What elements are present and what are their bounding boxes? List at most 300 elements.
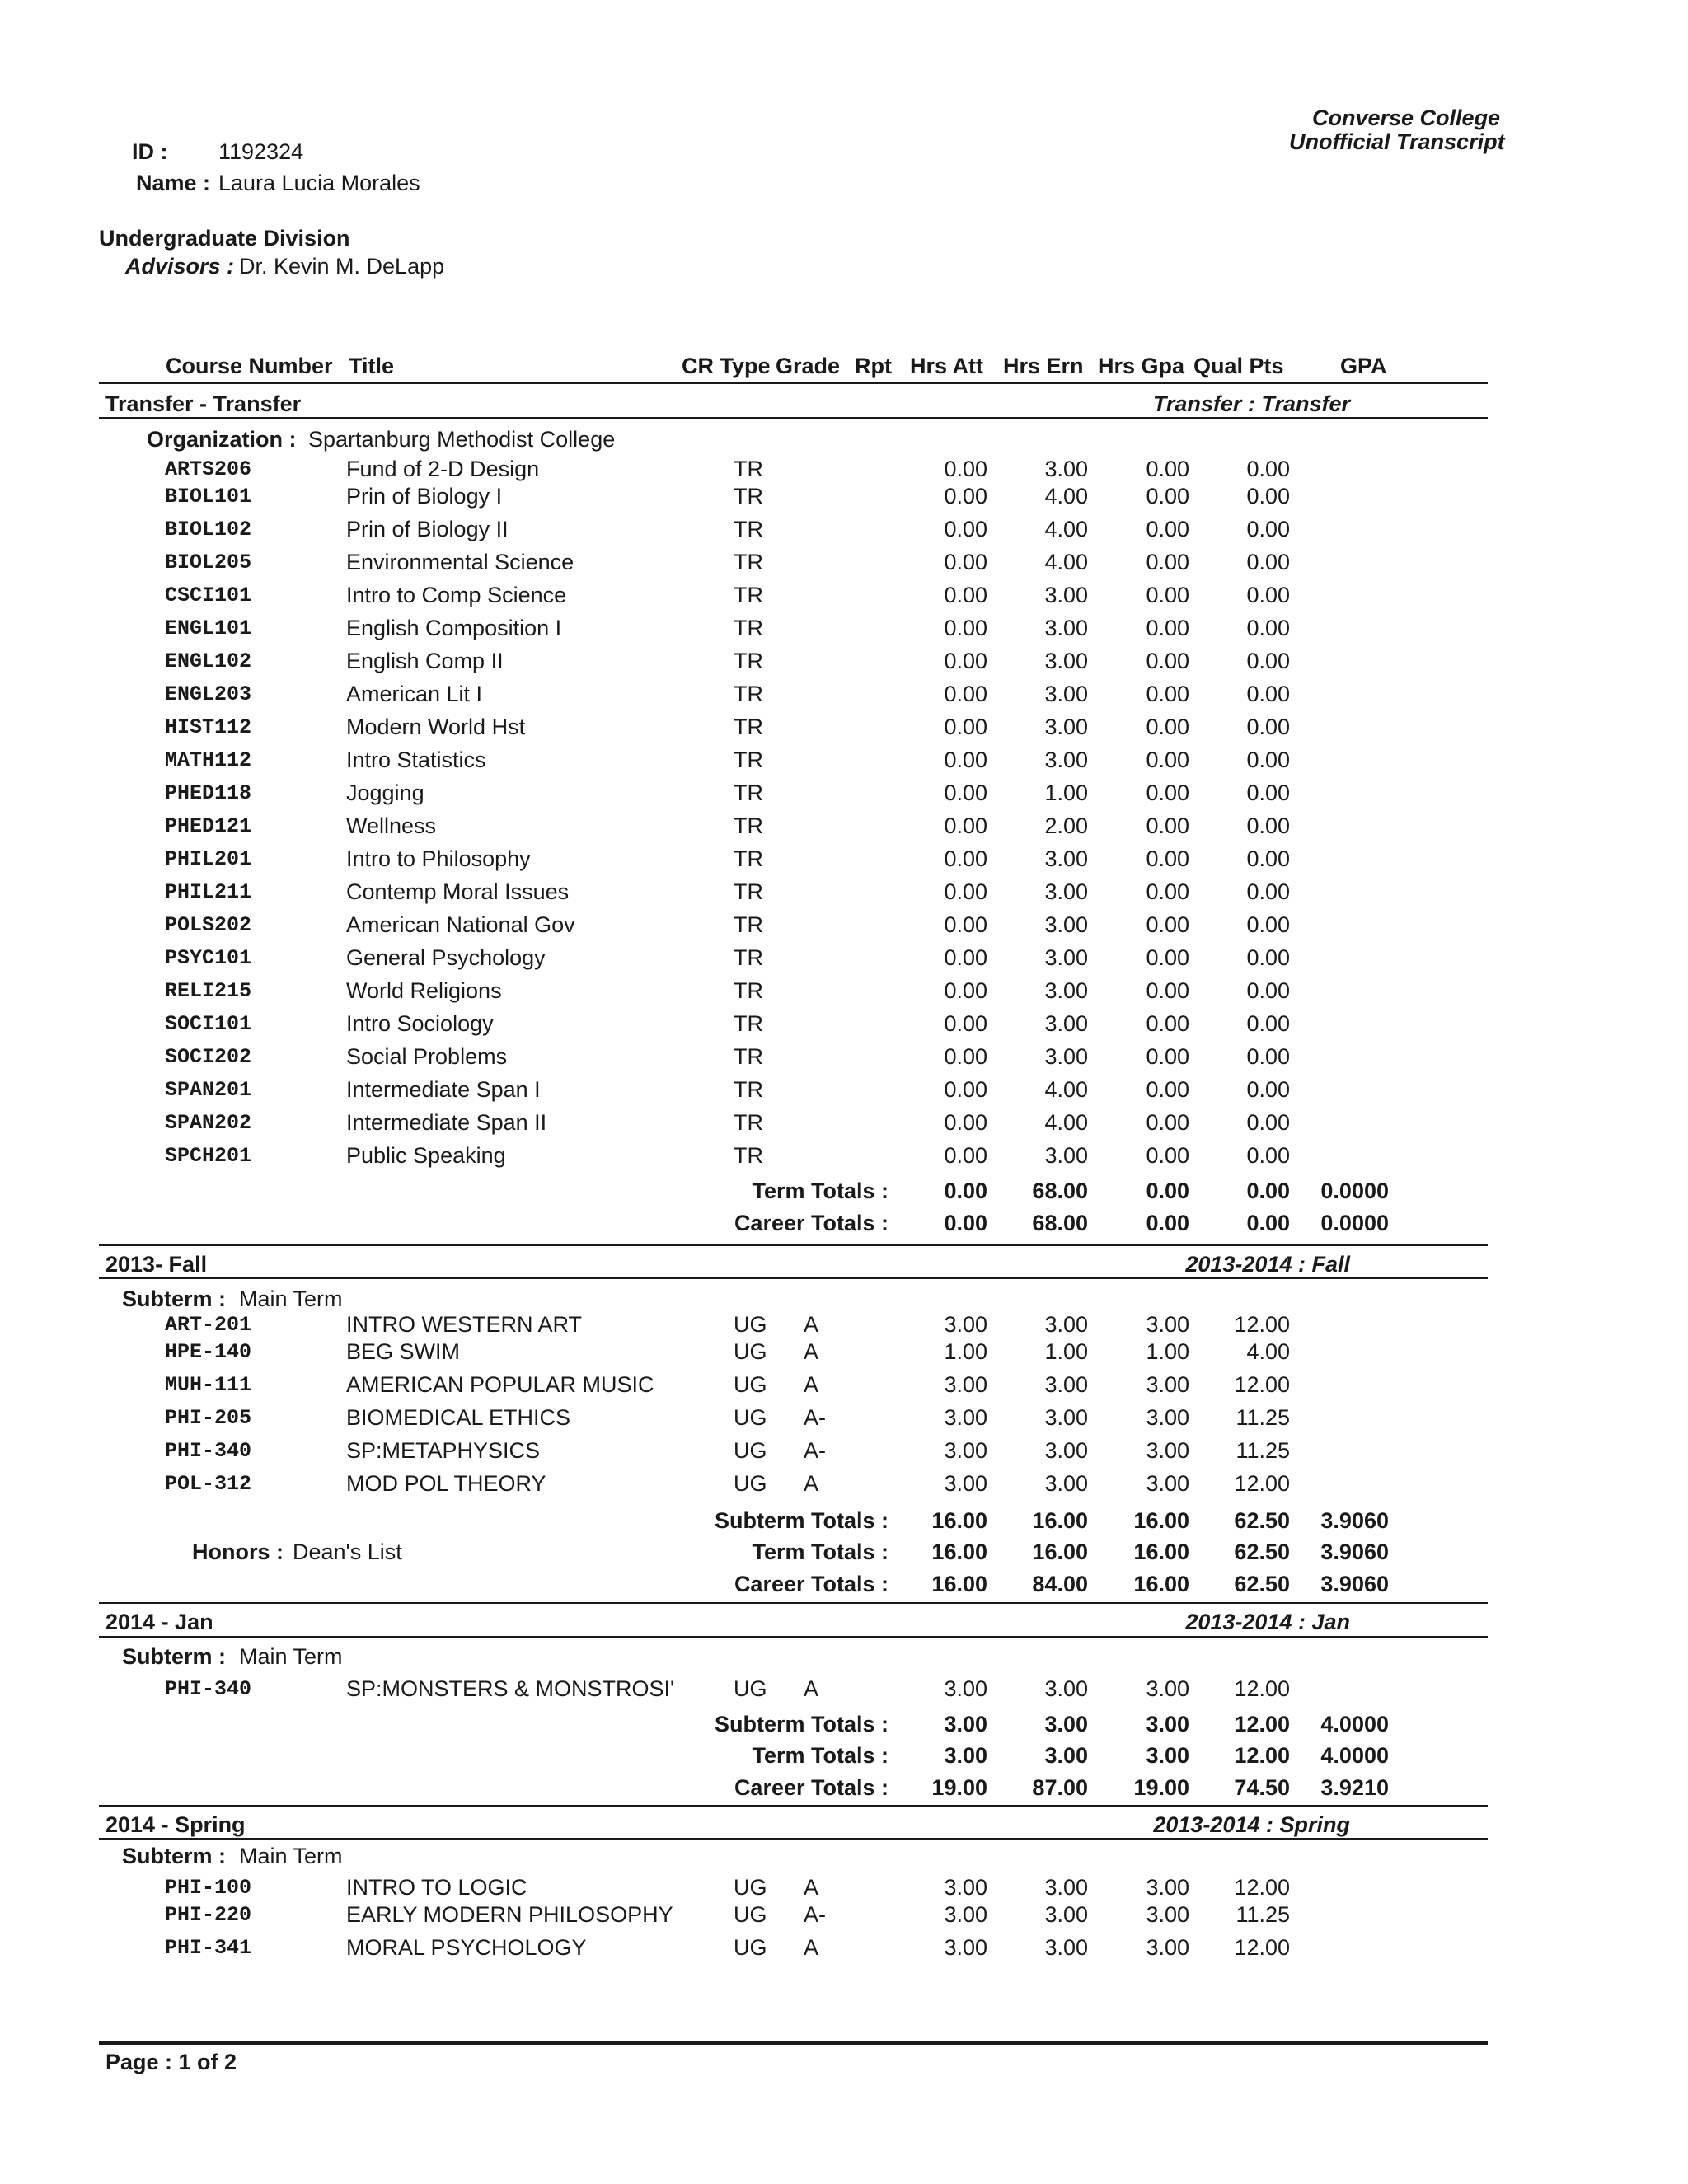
course-hrs-ern: 3.00 xyxy=(1044,1676,1088,1701)
totals-label: Subterm Totals : xyxy=(714,1508,889,1533)
course-grade: A xyxy=(804,1471,819,1496)
course-cr-type: TR xyxy=(734,1077,763,1102)
course-hrs-att: 0.00 xyxy=(944,879,987,904)
course-hrs-ern: 4.00 xyxy=(1044,550,1088,574)
course-title: Public Speaking xyxy=(346,1143,506,1168)
course-cr-type: TR xyxy=(734,912,763,937)
course-qual-pts: 0.00 xyxy=(1246,1143,1290,1168)
course-hrs-ern: 3.00 xyxy=(1044,1471,1088,1496)
course-hrs-att: 0.00 xyxy=(944,457,987,481)
course-title: SP:MONSTERS & MONSTROSI' xyxy=(346,1676,675,1701)
course-hrs-gpa: 0.00 xyxy=(1146,1077,1189,1102)
course-title: English Composition I xyxy=(346,616,562,640)
course-hrs-gpa: 0.00 xyxy=(1146,912,1189,937)
course-hrs-gpa: 3.00 xyxy=(1146,1312,1189,1337)
name-value: Laura Lucia Morales xyxy=(218,171,420,195)
course-hrs-att: 0.00 xyxy=(944,1077,987,1102)
course-code: PHI-340 xyxy=(165,1439,252,1463)
course-cr-type: UG xyxy=(734,1312,767,1337)
course-hrs-att: 0.00 xyxy=(944,1143,987,1168)
course-hrs-ern: 3.00 xyxy=(1044,715,1088,739)
course-qual-pts: 12.00 xyxy=(1234,1372,1290,1397)
course-qual-pts: 0.00 xyxy=(1246,813,1290,838)
course-hrs-gpa: 0.00 xyxy=(1146,813,1189,838)
course-cr-type: TR xyxy=(734,457,763,481)
course-hrs-ern: 4.00 xyxy=(1044,517,1088,541)
subterm-label: Subterm : xyxy=(122,1844,227,1868)
course-hrs-att: 3.00 xyxy=(944,1875,987,1900)
term-right-label: 2013-2014 : Jan xyxy=(1185,1610,1350,1634)
course-hrs-ern: 3.00 xyxy=(1044,1875,1088,1900)
totals-qual-pts: 74.50 xyxy=(1234,1775,1290,1800)
page-number: Page : 1 of 2 xyxy=(106,2050,237,2074)
course-hrs-gpa: 0.00 xyxy=(1146,748,1189,772)
course-cr-type: UG xyxy=(734,1676,767,1701)
totals-hrs-att: 3.00 xyxy=(944,1712,987,1736)
course-title: Intro to Comp Science xyxy=(346,583,567,607)
totals-hrs-att: 16.00 xyxy=(931,1572,987,1596)
course-hrs-att: 0.00 xyxy=(944,715,987,739)
subterm-value: Main Term xyxy=(239,1844,343,1868)
course-hrs-att: 3.00 xyxy=(944,1312,987,1337)
course-qual-pts: 0.00 xyxy=(1246,1077,1290,1102)
term-title: 2013- Fall xyxy=(106,1252,208,1277)
totals-hrs-ern: 84.00 xyxy=(1032,1572,1088,1596)
course-code: PHIL201 xyxy=(165,847,252,871)
totals-hrs-gpa: 0.00 xyxy=(1146,1211,1189,1235)
course-title: English Comp II xyxy=(346,649,504,673)
course-qual-pts: 0.00 xyxy=(1246,682,1290,706)
course-code: PHIL211 xyxy=(165,880,252,904)
course-cr-type: TR xyxy=(734,1044,763,1069)
course-hrs-att: 1.00 xyxy=(944,1339,987,1364)
course-title: Intro Sociology xyxy=(346,1011,494,1036)
course-qual-pts: 0.00 xyxy=(1246,1044,1290,1069)
course-code: PHI-220 xyxy=(165,1903,252,1927)
totals-gpa: 0.0000 xyxy=(1320,1211,1389,1235)
course-qual-pts: 0.00 xyxy=(1246,879,1290,904)
course-hrs-ern: 3.00 xyxy=(1044,1438,1088,1463)
course-hrs-att: 3.00 xyxy=(944,1405,987,1430)
totals-hrs-ern: 3.00 xyxy=(1044,1712,1088,1736)
course-hrs-gpa: 3.00 xyxy=(1146,1471,1189,1496)
division-heading: Undergraduate Division xyxy=(99,226,350,251)
term-end-rule xyxy=(99,1602,1488,1604)
course-hrs-ern: 3.00 xyxy=(1044,682,1088,706)
honors-label: Honors : xyxy=(192,1540,284,1564)
course-hrs-gpa: 0.00 xyxy=(1146,484,1189,509)
course-hrs-ern: 4.00 xyxy=(1044,1110,1088,1135)
course-qual-pts: 0.00 xyxy=(1246,912,1290,937)
totals-hrs-gpa: 16.00 xyxy=(1133,1540,1189,1564)
subterm-label: Subterm : xyxy=(122,1286,227,1311)
course-hrs-ern: 3.00 xyxy=(1044,748,1088,772)
course-cr-type: TR xyxy=(734,846,763,871)
term-right-label: 2013-2014 : Spring xyxy=(1153,1812,1350,1837)
totals-qual-pts: 12.00 xyxy=(1234,1712,1290,1736)
course-cr-type: UG xyxy=(734,1405,767,1430)
term-title: Transfer - Transfer xyxy=(106,391,302,416)
course-cr-type: TR xyxy=(734,1143,763,1168)
course-qual-pts: 11.25 xyxy=(1236,1405,1290,1430)
course-cr-type: TR xyxy=(734,879,763,904)
course-qual-pts: 0.00 xyxy=(1246,1011,1290,1036)
totals-qual-pts: 0.00 xyxy=(1246,1211,1290,1235)
totals-gpa: 4.0000 xyxy=(1320,1743,1389,1768)
course-code: PHI-100 xyxy=(165,1876,252,1900)
course-qual-pts: 0.00 xyxy=(1246,748,1290,772)
course-hrs-ern: 3.00 xyxy=(1044,945,1088,970)
course-qual-pts: 0.00 xyxy=(1246,457,1290,481)
term-right-label: Transfer : Transfer xyxy=(1152,391,1350,416)
course-hrs-att: 0.00 xyxy=(944,813,987,838)
col-qual-pts: Qual Pts xyxy=(1193,354,1284,378)
course-cr-type: TR xyxy=(734,484,763,509)
course-hrs-gpa: 0.00 xyxy=(1146,780,1189,805)
course-qual-pts: 0.00 xyxy=(1246,517,1290,541)
course-code: BIOL205 xyxy=(165,551,252,574)
subterm-value: Spartanburg Methodist College xyxy=(308,427,616,452)
course-hrs-att: 0.00 xyxy=(944,517,987,541)
course-hrs-gpa: 0.00 xyxy=(1146,616,1189,640)
id-label: ID : xyxy=(132,139,168,164)
subterm-label: Organization : xyxy=(147,427,297,452)
course-qual-pts: 0.00 xyxy=(1246,715,1290,739)
course-hrs-ern: 3.00 xyxy=(1044,1902,1088,1927)
course-title: BEG SWIM xyxy=(346,1339,461,1364)
course-hrs-att: 3.00 xyxy=(944,1935,987,1960)
course-grade: A xyxy=(804,1312,819,1337)
totals-hrs-att: 0.00 xyxy=(944,1211,987,1235)
course-code: ENGL101 xyxy=(165,616,252,640)
course-code: PHED121 xyxy=(165,814,252,838)
totals-hrs-ern: 16.00 xyxy=(1032,1540,1088,1564)
course-code: BIOL102 xyxy=(165,518,252,541)
course-hrs-ern: 3.00 xyxy=(1044,1143,1088,1168)
course-code: PHI-205 xyxy=(165,1406,252,1430)
course-hrs-gpa: 3.00 xyxy=(1146,1676,1189,1701)
course-hrs-ern: 3.00 xyxy=(1044,1011,1088,1036)
totals-hrs-ern: 87.00 xyxy=(1032,1775,1088,1800)
totals-label: Term Totals : xyxy=(752,1179,889,1203)
totals-gpa: 3.9060 xyxy=(1320,1572,1389,1596)
course-title: Modern World Hst xyxy=(346,715,526,739)
course-hrs-att: 0.00 xyxy=(944,1110,987,1135)
course-title: Intro Statistics xyxy=(346,748,486,772)
course-code: PHED118 xyxy=(165,781,252,805)
course-hrs-gpa: 0.00 xyxy=(1146,846,1189,871)
course-qual-pts: 0.00 xyxy=(1246,550,1290,574)
course-cr-type: UG xyxy=(734,1902,767,1927)
course-cr-type: TR xyxy=(734,978,763,1003)
course-hrs-gpa: 0.00 xyxy=(1146,649,1189,673)
course-hrs-att: 0.00 xyxy=(944,1044,987,1069)
course-hrs-att: 0.00 xyxy=(944,945,987,970)
course-title: MORAL PSYCHOLOGY xyxy=(346,1935,587,1960)
school-name: Converse College xyxy=(1312,105,1501,130)
course-code: HPE-140 xyxy=(165,1340,252,1364)
course-code: PHI-340 xyxy=(165,1677,252,1701)
course-hrs-gpa: 0.00 xyxy=(1146,517,1189,541)
course-hrs-ern: 1.00 xyxy=(1044,1339,1088,1364)
course-code: POL-312 xyxy=(165,1472,252,1496)
totals-hrs-att: 16.00 xyxy=(931,1540,987,1564)
course-cr-type: UG xyxy=(734,1471,767,1496)
course-hrs-gpa: 0.00 xyxy=(1146,1110,1189,1135)
col-grade: Grade xyxy=(776,354,841,378)
term-title-rule xyxy=(99,1636,1488,1638)
course-qual-pts: 12.00 xyxy=(1234,1935,1290,1960)
totals-label: Term Totals : xyxy=(752,1743,889,1768)
course-code: POLS202 xyxy=(165,913,252,937)
course-hrs-gpa: 3.00 xyxy=(1146,1902,1189,1927)
footer-rule xyxy=(99,2041,1488,2045)
course-qual-pts: 12.00 xyxy=(1234,1875,1290,1900)
course-hrs-gpa: 0.00 xyxy=(1146,945,1189,970)
col-gpa: GPA xyxy=(1340,354,1387,378)
totals-hrs-gpa: 3.00 xyxy=(1146,1743,1189,1768)
course-code: MATH112 xyxy=(165,748,252,772)
totals-hrs-gpa: 0.00 xyxy=(1146,1179,1189,1203)
course-hrs-ern: 4.00 xyxy=(1044,1077,1088,1102)
course-hrs-ern: 3.00 xyxy=(1044,1405,1088,1430)
course-cr-type: TR xyxy=(734,550,763,574)
course-hrs-ern: 3.00 xyxy=(1044,912,1088,937)
course-qual-pts: 12.00 xyxy=(1234,1471,1290,1496)
course-hrs-gpa: 1.00 xyxy=(1146,1339,1189,1364)
totals-qual-pts: 62.50 xyxy=(1234,1540,1290,1564)
course-cr-type: TR xyxy=(734,1110,763,1135)
course-grade: A xyxy=(804,1676,819,1701)
totals-label: Career Totals : xyxy=(734,1775,889,1800)
course-qual-pts: 0.00 xyxy=(1246,649,1290,673)
course-title: Social Problems xyxy=(346,1044,508,1069)
course-cr-type: UG xyxy=(734,1438,767,1463)
course-grade: A- xyxy=(804,1438,826,1463)
course-code: SPAN201 xyxy=(165,1078,252,1102)
course-qual-pts: 0.00 xyxy=(1246,583,1290,607)
course-hrs-gpa: 3.00 xyxy=(1146,1438,1189,1463)
course-hrs-gpa: 0.00 xyxy=(1146,978,1189,1003)
course-code: SPAN202 xyxy=(165,1111,252,1135)
term-title-rule xyxy=(99,417,1488,419)
totals-qual-pts: 62.50 xyxy=(1234,1508,1290,1533)
term-end-rule xyxy=(99,1244,1488,1246)
name-label: Name : xyxy=(136,171,211,195)
term-title-rule xyxy=(99,1277,1488,1279)
course-cr-type: TR xyxy=(734,517,763,541)
course-code: ENGL102 xyxy=(165,649,252,673)
course-title: World Religions xyxy=(346,978,502,1003)
totals-hrs-att: 0.00 xyxy=(944,1179,987,1203)
course-code: PHI-341 xyxy=(165,1936,252,1960)
course-hrs-gpa: 0.00 xyxy=(1146,682,1189,706)
course-hrs-att: 0.00 xyxy=(944,912,987,937)
course-code: SOCI202 xyxy=(165,1045,252,1069)
course-qual-pts: 0.00 xyxy=(1246,616,1290,640)
totals-hrs-att: 3.00 xyxy=(944,1743,987,1768)
totals-hrs-gpa: 3.00 xyxy=(1146,1712,1189,1736)
course-code: CSCI101 xyxy=(165,583,252,607)
course-cr-type: UG xyxy=(734,1935,767,1960)
advisors-label: Advisors : xyxy=(125,254,235,279)
course-grade: A- xyxy=(804,1405,826,1430)
course-qual-pts: 0.00 xyxy=(1246,846,1290,871)
course-grade: A xyxy=(804,1875,819,1900)
course-hrs-gpa: 0.00 xyxy=(1146,1011,1189,1036)
course-hrs-att: 3.00 xyxy=(944,1438,987,1463)
col-title: Title xyxy=(349,354,395,378)
honors-value: Dean's List xyxy=(293,1540,402,1564)
col-hrs-gpa: Hrs Gpa xyxy=(1098,354,1185,378)
course-hrs-att: 3.00 xyxy=(944,1902,987,1927)
header-rule xyxy=(99,382,1488,384)
col-hrs-att: Hrs Att xyxy=(910,354,984,378)
course-code: RELI215 xyxy=(165,979,252,1003)
course-hrs-ern: 3.00 xyxy=(1044,457,1088,481)
course-hrs-gpa: 3.00 xyxy=(1146,1372,1189,1397)
course-hrs-ern: 4.00 xyxy=(1044,484,1088,509)
course-hrs-att: 3.00 xyxy=(944,1676,987,1701)
course-hrs-att: 3.00 xyxy=(944,1372,987,1397)
term-right-label: 2013-2014 : Fall xyxy=(1185,1252,1350,1277)
course-code: MUH-111 xyxy=(165,1373,252,1397)
course-hrs-ern: 3.00 xyxy=(1044,583,1088,607)
term-title-rule xyxy=(99,1838,1488,1840)
totals-label: Career Totals : xyxy=(734,1211,889,1235)
course-hrs-att: 0.00 xyxy=(944,583,987,607)
totals-gpa: 0.0000 xyxy=(1320,1179,1389,1203)
course-code: ENGL203 xyxy=(165,682,252,706)
course-hrs-att: 0.00 xyxy=(944,616,987,640)
totals-hrs-ern: 68.00 xyxy=(1032,1179,1088,1203)
totals-hrs-att: 16.00 xyxy=(931,1508,987,1533)
course-qual-pts: 12.00 xyxy=(1234,1676,1290,1701)
totals-label: Subterm Totals : xyxy=(714,1712,889,1736)
totals-qual-pts: 12.00 xyxy=(1234,1743,1290,1768)
col-rpt: Rpt xyxy=(855,354,892,378)
course-cr-type: UG xyxy=(734,1339,767,1364)
course-grade: A- xyxy=(804,1902,826,1927)
totals-hrs-ern: 3.00 xyxy=(1044,1743,1088,1768)
totals-hrs-gpa: 19.00 xyxy=(1133,1775,1189,1800)
term-title: 2014 - Jan xyxy=(106,1610,213,1634)
course-hrs-gpa: 0.00 xyxy=(1146,879,1189,904)
course-cr-type: TR xyxy=(734,649,763,673)
subterm-value: Main Term xyxy=(239,1644,343,1669)
col-course-number: Course Number xyxy=(166,354,333,378)
course-hrs-gpa: 3.00 xyxy=(1146,1935,1189,1960)
course-code: ARTS206 xyxy=(165,457,252,481)
course-qual-pts: 0.00 xyxy=(1246,1110,1290,1135)
course-hrs-gpa: 0.00 xyxy=(1146,550,1189,574)
totals-gpa: 3.9060 xyxy=(1320,1540,1389,1564)
course-hrs-ern: 3.00 xyxy=(1044,846,1088,871)
course-hrs-gpa: 0.00 xyxy=(1146,583,1189,607)
course-title: AMERICAN POPULAR MUSIC xyxy=(346,1372,654,1397)
course-code: BIOL101 xyxy=(165,485,252,509)
course-hrs-att: 0.00 xyxy=(944,682,987,706)
course-hrs-ern: 3.00 xyxy=(1044,649,1088,673)
course-qual-pts: 0.00 xyxy=(1246,484,1290,509)
course-hrs-gpa: 0.00 xyxy=(1146,1044,1189,1069)
course-title: Intermediate Span II xyxy=(346,1110,547,1135)
course-title: American Lit I xyxy=(346,682,483,706)
course-hrs-ern: 3.00 xyxy=(1044,1044,1088,1069)
course-cr-type: TR xyxy=(734,748,763,772)
course-hrs-att: 0.00 xyxy=(944,780,987,805)
course-cr-type: TR xyxy=(734,945,763,970)
course-code: SPCH201 xyxy=(165,1144,252,1168)
course-hrs-att: 3.00 xyxy=(944,1471,987,1496)
course-title: SP:METAPHYSICS xyxy=(346,1438,541,1463)
course-hrs-att: 0.00 xyxy=(944,649,987,673)
course-cr-type: TR xyxy=(734,780,763,805)
id-value: 1192324 xyxy=(218,139,304,164)
course-cr-type: UG xyxy=(734,1372,767,1397)
course-hrs-gpa: 0.00 xyxy=(1146,1143,1189,1168)
course-hrs-ern: 3.00 xyxy=(1044,1935,1088,1960)
col-hrs-ern: Hrs Ern xyxy=(1003,354,1084,378)
course-cr-type: TR xyxy=(734,682,763,706)
totals-hrs-gpa: 16.00 xyxy=(1133,1508,1189,1533)
course-qual-pts: 0.00 xyxy=(1246,978,1290,1003)
course-hrs-att: 0.00 xyxy=(944,846,987,871)
totals-label: Term Totals : xyxy=(752,1540,889,1564)
course-title: EARLY MODERN PHILOSOPHY xyxy=(346,1902,673,1927)
course-qual-pts: 12.00 xyxy=(1234,1312,1290,1337)
course-hrs-att: 0.00 xyxy=(944,978,987,1003)
course-qual-pts: 11.25 xyxy=(1236,1438,1290,1463)
advisors-value: Dr. Kevin M. DeLapp xyxy=(239,254,445,279)
subterm-label: Subterm : xyxy=(122,1644,227,1669)
course-title: Jogging xyxy=(346,780,424,805)
course-title: Prin of Biology II xyxy=(346,517,509,541)
course-hrs-ern: 3.00 xyxy=(1044,1372,1088,1397)
course-title: Fund of 2-D Design xyxy=(346,457,540,481)
course-hrs-ern: 3.00 xyxy=(1044,1312,1088,1337)
course-title: Contemp Moral Issues xyxy=(346,879,570,904)
course-code: SOCI101 xyxy=(165,1012,252,1036)
totals-gpa: 3.9060 xyxy=(1320,1508,1389,1533)
course-code: ART-201 xyxy=(165,1313,252,1337)
course-title: MOD POL THEORY xyxy=(346,1471,546,1496)
course-code: HIST112 xyxy=(165,715,252,739)
course-hrs-gpa: 3.00 xyxy=(1146,1875,1189,1900)
course-hrs-gpa: 3.00 xyxy=(1146,1405,1189,1430)
course-grade: A xyxy=(804,1339,819,1364)
col-cr-type: CR Type xyxy=(682,354,771,378)
course-hrs-att: 0.00 xyxy=(944,1011,987,1036)
course-hrs-ern: 3.00 xyxy=(1044,978,1088,1003)
course-hrs-att: 0.00 xyxy=(944,550,987,574)
term-title: 2014 - Spring xyxy=(106,1812,246,1837)
course-hrs-gpa: 0.00 xyxy=(1146,457,1189,481)
totals-hrs-ern: 68.00 xyxy=(1032,1211,1088,1235)
course-title: Intermediate Span I xyxy=(346,1077,541,1102)
totals-gpa: 3.9210 xyxy=(1320,1775,1389,1800)
course-cr-type: UG xyxy=(734,1875,767,1900)
term-end-rule xyxy=(99,1805,1488,1807)
course-title: Intro to Philosophy xyxy=(346,846,531,871)
totals-qual-pts: 0.00 xyxy=(1246,1179,1290,1203)
course-hrs-ern: 3.00 xyxy=(1044,879,1088,904)
course-grade: A xyxy=(804,1935,819,1960)
totals-label: Career Totals : xyxy=(734,1572,889,1596)
course-title: Wellness xyxy=(346,813,437,838)
course-hrs-ern: 3.00 xyxy=(1044,616,1088,640)
totals-hrs-att: 19.00 xyxy=(931,1775,987,1800)
